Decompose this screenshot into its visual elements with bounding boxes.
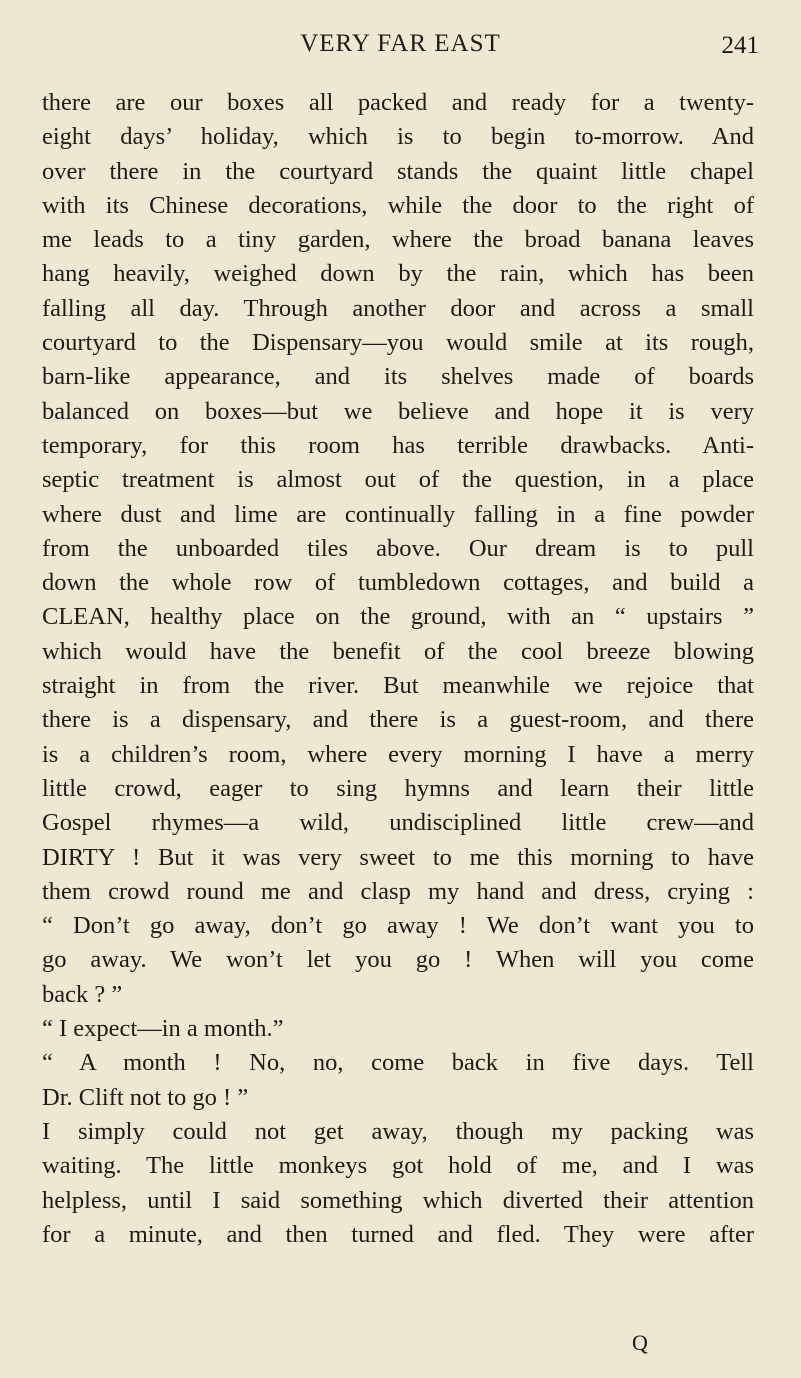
page-number: 241	[721, 32, 759, 59]
text-line: “ I expect—in a month.”	[42, 1015, 284, 1043]
text-line: go away. We won’t let you go ! When will you come	[42, 946, 754, 974]
text-line: eight days’ holiday, which is to begin to-morrow. And	[42, 123, 754, 151]
text-line: them crowd round me and clasp my hand and dress, crying :	[42, 877, 754, 905]
text-line: from the unboarded tiles above. Our dream is to pull	[42, 534, 754, 562]
text-line: for a minute, and then turned and fled. They were after	[42, 1220, 754, 1248]
text-line: there are our boxes all packed and ready for a twenty-	[42, 89, 754, 116]
text-line: down the whole row of tumbledown cottages, and build a	[42, 569, 754, 597]
running-title: VERY FAR EAST	[300, 30, 501, 57]
text-line: where dust and lime are continually falling in a fine powder	[42, 500, 754, 528]
text-line: Gospel rhymes—a wild, undisciplined little crew—and	[42, 809, 754, 837]
signature-mark: Q	[632, 1330, 648, 1355]
text-line: me leads to a tiny garden, where the broad banana leaves	[42, 226, 754, 254]
text-line: barn-like appearance, and its shelves made of boards	[42, 363, 754, 391]
running-head	[0, 28, 801, 68]
body-text	[42, 86, 754, 1252]
text-line: I simply could not get away, though my packing was	[42, 1117, 754, 1145]
text-line: straight in from the river. But meanwhile we rejoice that	[42, 672, 754, 700]
text-line: hang heavily, weighed down by the rain, which has been	[42, 260, 754, 288]
text-line: with its Chinese decorations, while the door to the right of	[42, 191, 754, 219]
text-line: “ A month ! No, no, come back in five days. Tell	[42, 1049, 754, 1077]
text-line: Dr. Clift not to go ! ”	[42, 1083, 249, 1111]
text-line: which would have the benefit of the cool breeze blowing	[42, 637, 754, 665]
text-line: falling all day. Through another door and across a small	[42, 294, 754, 322]
text-line: helpless, until I said something which diverted their attention	[42, 1186, 754, 1214]
text-line: waiting. The little monkeys got hold of me, and I was	[42, 1152, 754, 1180]
text-line: septic treatment is almost out of the question, in a place	[42, 466, 754, 494]
text-line: temporary, for this room has terrible drawbacks. Anti-	[42, 431, 754, 459]
text-line: over there in the courtyard stands the quaint little chapel	[42, 157, 754, 185]
text-line: is a children’s room, where every morning I have a merry	[42, 740, 754, 768]
text-line: “ Don’t go away, don’t go away ! We don’t want you to	[42, 912, 754, 940]
text-line: back ? ”	[42, 980, 123, 1008]
text-line: balanced on boxes—but we believe and hope it is very	[42, 397, 754, 425]
text-line: little crowd, eager to sing hymns and learn their little	[42, 774, 754, 802]
text-line: CLEAN, healthy place on the ground, with an “ upstairs ”	[42, 603, 754, 631]
text-line: DIRTY ! But it was very sweet to me this morning to have	[42, 843, 754, 871]
text-line: there is a dispensary, and there is a guest-room, and there	[42, 706, 754, 734]
text-line: courtyard to the Dispensary—you would smile at its rough,	[42, 329, 754, 357]
